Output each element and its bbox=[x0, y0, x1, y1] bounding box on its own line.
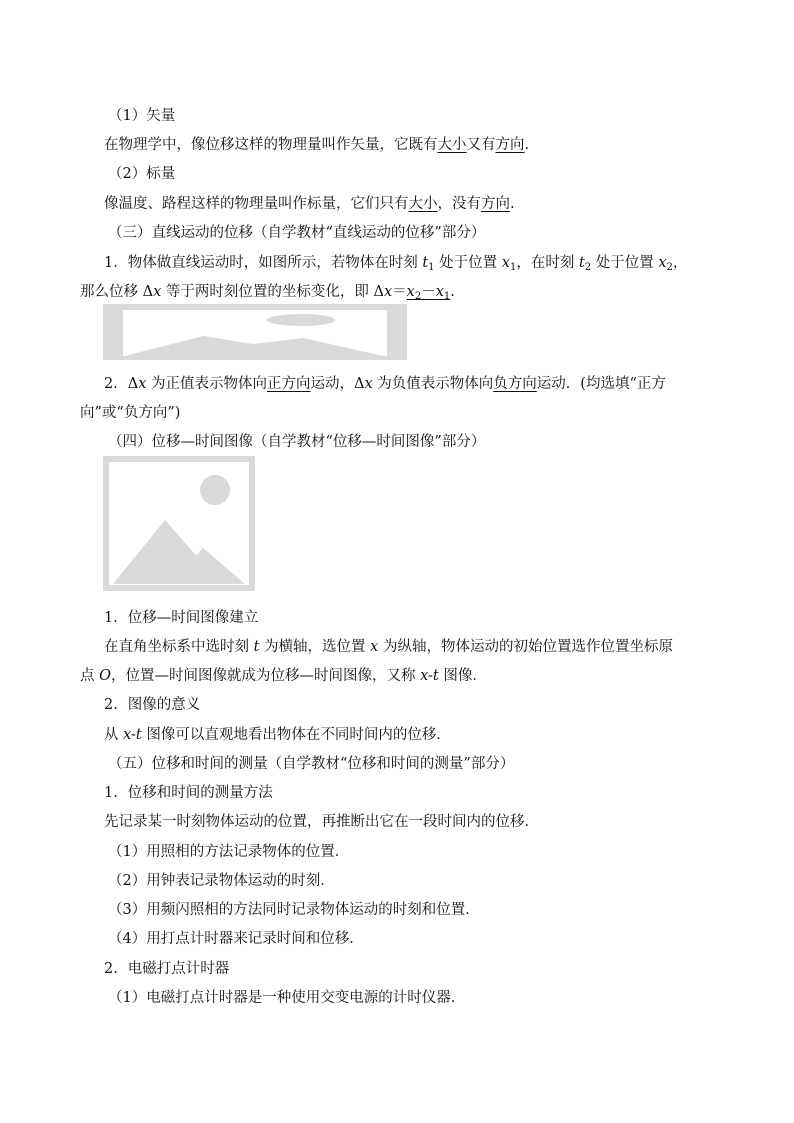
paragraph-graph-meaning: 从 x-t 图像可以直观地看出物体在不同时间内的位移． bbox=[104, 727, 451, 743]
heading-vector: （1）矢量 bbox=[108, 108, 176, 124]
paragraph-sign-meaning: 2．Δx 为正值表示物体向正方向运动，Δx 为负值表示物体向负方向运动．(均选填“正方 bbox=[104, 376, 666, 392]
subheading-xt-graph-build: 1．位移—时间图像建立 bbox=[104, 610, 259, 626]
answer-magnitude: 大小 bbox=[437, 137, 467, 153]
answer-direction: 方向 bbox=[495, 137, 525, 153]
paragraph-vector-definition: 在物理学中，像位移这样的物理量叫作矢量，它既有大小又有方向. bbox=[104, 137, 530, 153]
list-item-3: （3）用频闪照相的方法同时记录物体运动的时刻和位置． bbox=[108, 902, 480, 918]
answer-direction-2: 方向 bbox=[481, 196, 510, 212]
answer-negative-direction: 负方向 bbox=[493, 376, 537, 392]
paragraph-xt-graph-build: 在直角坐标系中选时刻 t 为横轴，选位置 x 为纵轴，物体运动的初始位置选作位置坐标原 bbox=[104, 639, 673, 655]
paragraph-linear-displacement-cont: 那么位移 Δx 等于两时刻位置的坐标变化，即 $\Delta x=x_2-x_1$. bbox=[80, 284, 455, 302]
image-placeholder-icon bbox=[103, 456, 255, 591]
figure-1-placeholder bbox=[103, 304, 407, 360]
list-item-4: （4）用打点计时器来记录时间和位移． bbox=[108, 931, 364, 947]
paragraph-xt-graph-build-cont: 点 O，位置—时间图像就成为位移—时间图像，又称 x-t 图像． bbox=[80, 668, 487, 684]
section-heading-4: （四）位移—时间图像（自学教材“位移—时间图像”部分） bbox=[108, 434, 486, 450]
paragraph-scalar-definition: 像温度、路程这样的物理量叫作标量，它们只有大小，没有方向. bbox=[104, 196, 515, 212]
subheading-measurement-methods: 1．位移和时间的测量方法 bbox=[104, 785, 273, 801]
answer-magnitude-2: 大小 bbox=[408, 196, 438, 212]
paragraph-linear-displacement: 1．物体做直线运动时，如图所示，若物体在时刻 $t_1$ 处于位置 $x_1$，在时刻 $t_2$ 处于位置 $x_2$， bbox=[104, 255, 688, 273]
list-item-1: （1）用照相的方法记录物体的位置． bbox=[108, 844, 350, 860]
heading-scalar: （2）标量 bbox=[108, 166, 176, 182]
paragraph-electromagnetic-timer: （1）电磁打点计时器是一种使用交变电源的计时仪器． bbox=[108, 990, 466, 1006]
answer-formula: $x_2-x_1$ bbox=[406, 284, 451, 302]
section-heading-5: （五）位移和时间的测量（自学教材“位移和时间的测量”部分） bbox=[108, 756, 515, 772]
paragraph-sign-meaning-cont: 向”或“负方向”) bbox=[80, 405, 181, 421]
list-item-2: （2）用钟表记录物体运动的时刻． bbox=[108, 873, 335, 889]
image-placeholder-icon bbox=[103, 304, 407, 360]
subheading-electromagnetic-timer: 2．电磁打点计时器 bbox=[104, 961, 230, 977]
subheading-graph-meaning: 2．图像的意义 bbox=[104, 697, 201, 713]
paragraph-measurement: 先记录某一时刻物体运动的位置，再推断出它在一段时间内的位移． bbox=[104, 814, 539, 830]
section-heading-3: （三）直线运动的位移（自学教材“直线运动的位移”部分） bbox=[108, 225, 486, 241]
figure-2-placeholder bbox=[103, 456, 255, 591]
answer-positive-direction: 正方向 bbox=[267, 376, 311, 392]
